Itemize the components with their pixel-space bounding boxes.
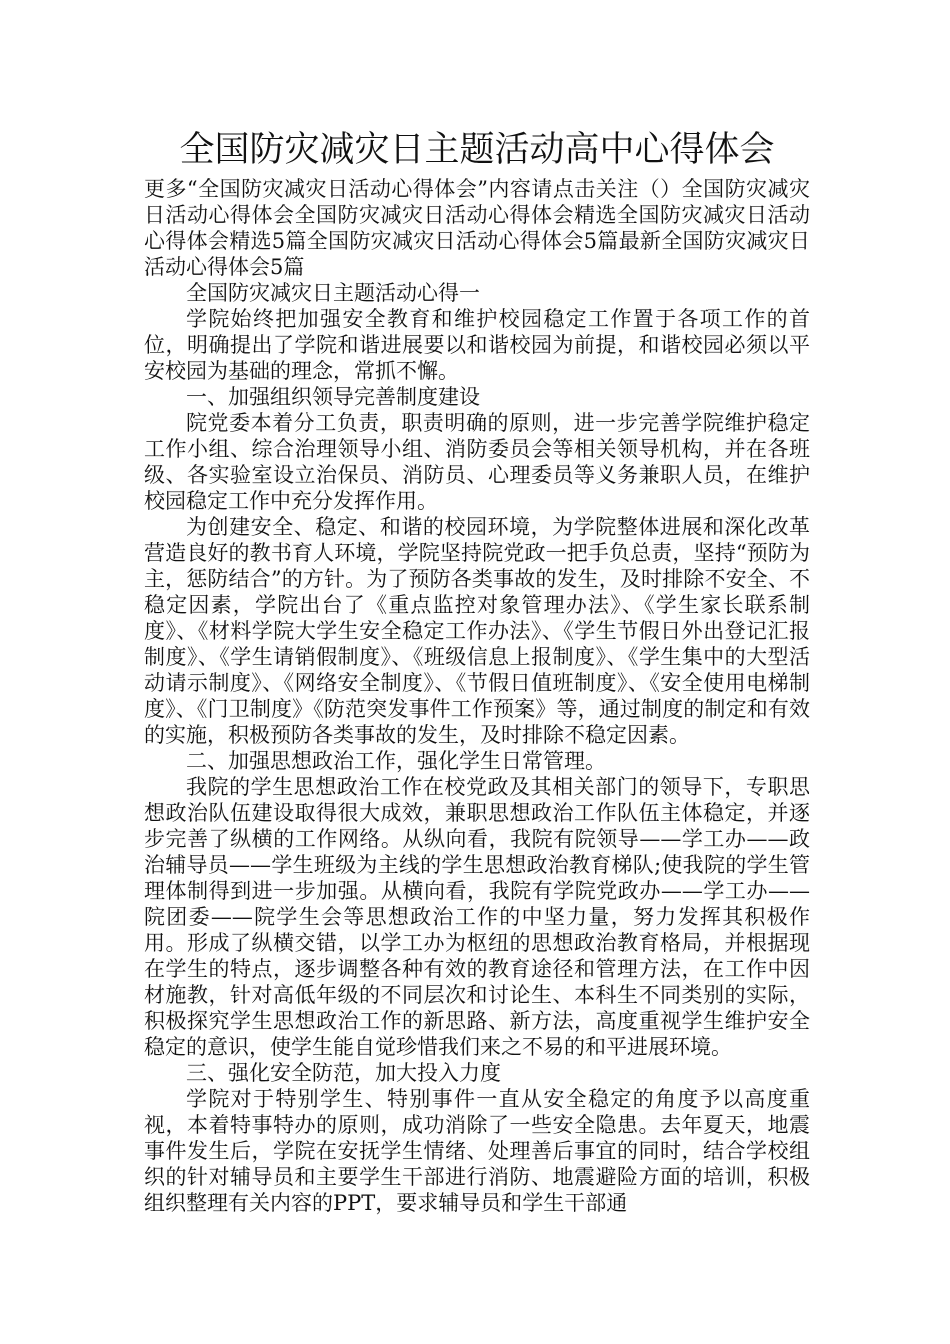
section-heading-1: 一、加强组织领导完善制度建设 xyxy=(186,385,480,409)
paragraph-body: 为创建安全、稳定、和谐的校园环境，为学院整体进展和深化改革营造良好的教书育人环境，学院坚持院党政一把手负总责，坚持“预防为主，惩防结合”的方针。为了预防各类事故的发生，及时排除不安全、不稳定因素，学院出台了《重点监控对象管理办法》、《学生家长联系制度》、《材料学院大学生安全稳定工作办法》、《学生节假日外出登记汇报制度》、《学生请销假制度》、《班级信息上报制度》、《学生集中的大型活动请示制度》、《网络安全制度》、《节假日值班制度》、《安全使用电梯制度》、《门卫制度》《防范突发事件工作预案》等，通过制度的制定和有效的实施，积极预防各类事故的发生，及时排除不稳定因素。 xyxy=(144,515,810,747)
paragraph-body: 学院对于特别学生、特别事件一直从安全稳定的角度予以高度重视，本着特事特办的原则，成功消除了一些安全隐患。去年夏天，地震事件发生后，学院在安抚学生情绪、处理善后事宜的同时，结合学校组织的针对辅导员和主要学生干部进行消防、地震避险方面的培训，积极组织整理有关内容的PPT，要求辅导员和学生干部通 xyxy=(144,1087,810,1215)
document-body xyxy=(144,176,810,1216)
paragraph-intro: 更多“全国防灾减灾日活动心得体会”内容请点击关注（）全国防灾减灾日活动心得体会全国防灾减灾日活动心得体会精选全国防灾减灾日活动心得体会精选5篇全国防灾减灾日活动心得体会5篇最新全国防灾减灾日活动心得体会5篇 xyxy=(144,177,810,279)
paragraph-body: 院党委本着分工负责，职责明确的原则，进一步完善学院维护稳定工作小组、综合治理领导小组、消防委员会等相关领导机构，并在各班级、各实验室设立治保员、消防员、心理委员等义务兼职人员，在维护校园稳定工作中充分发挥作用。 xyxy=(144,411,810,513)
paragraph-body: 学院始终把加强安全教育和维护校园稳定工作置于各项工作的首位，明确提出了学院和谐进展要以和谐校园为前提，和谐校园必须以平安校园为基础的理念，常抓不懈。 xyxy=(144,307,810,383)
section-heading-3: 三、强化安全防范，加大投入力度 xyxy=(186,1061,501,1085)
document-title: 全国防灾减灾日主题活动高中心得体会 xyxy=(179,130,775,170)
document-page xyxy=(144,124,810,1216)
paragraph-subtitle: 全国防灾减灾日主题活动心得一 xyxy=(186,281,480,305)
paragraph-body: 我院的学生思想政治工作在校党政及其相关部门的领导下，专职思想政治队伍建设取得很大成效，兼职思想政治工作队伍主体稳定，并逐步完善了纵横的工作网络。从纵向看，我院有院领导——学工办——政治辅导员——学生班级为主线的学生思想政治教育梯队;使我院的学生管理体制得到进一步加强。从横向看，我院有学院党政办——学工办——院团委——院学生会等思想政治工作的中坚力量，努力发挥其积极作用。形成了纵横交错，以学工办为枢纽的思想政治教育格局，并根据现在学生的特点，逐步调整各种有效的教育途径和管理方法，在工作中因材施教，针对高低年级的不同层次和讨论生、本科生不同类别的实际，积极探究学生思想政治工作的新思路、新方法，高度重视学生维护安全稳定的意识，使学生能自觉珍惜我们来之不易的和平进展环境。 xyxy=(144,775,810,1059)
section-heading-2: 二、加强思想政治工作，强化学生日常管理。 xyxy=(186,749,606,773)
